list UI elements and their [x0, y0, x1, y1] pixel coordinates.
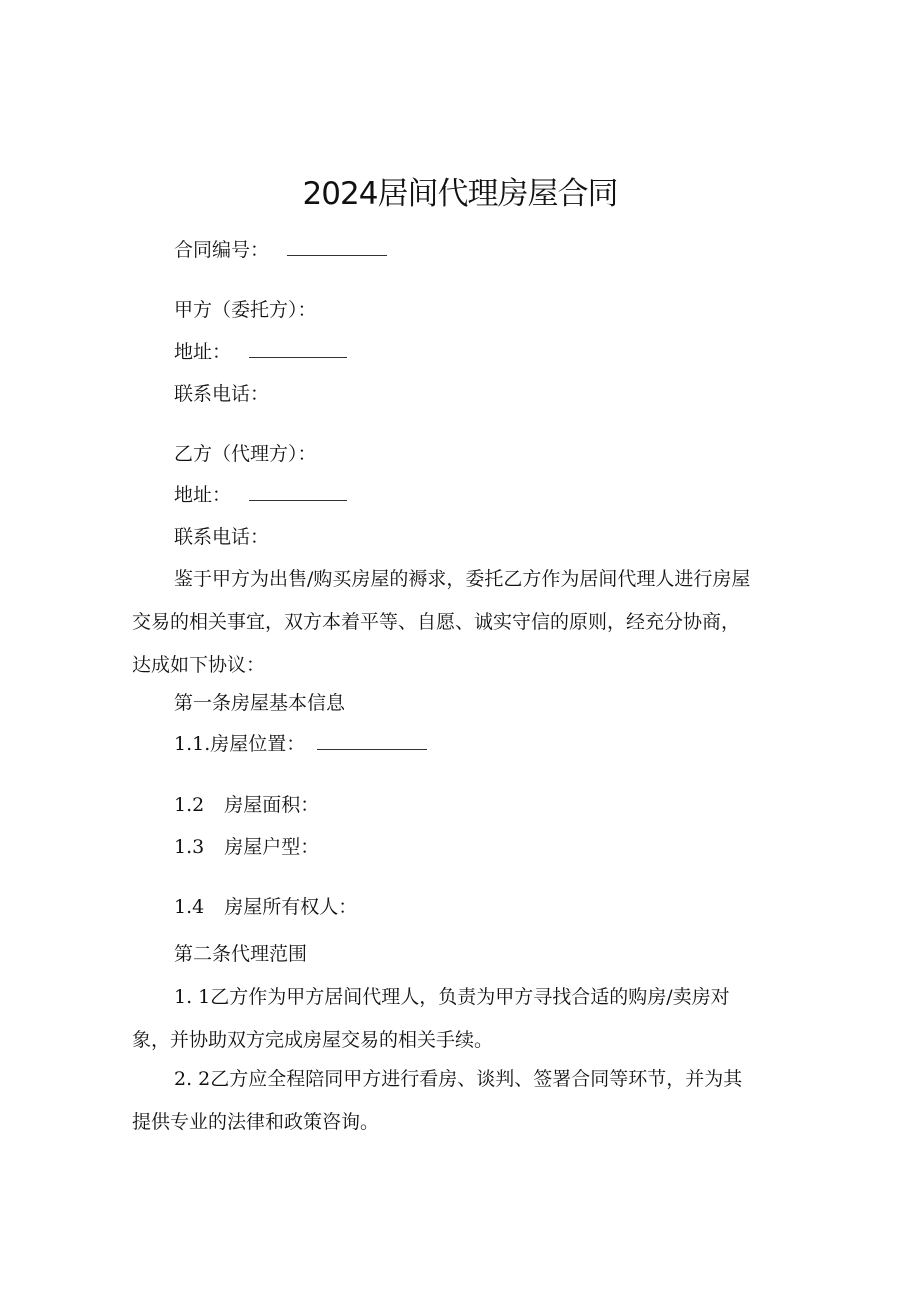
item-number: 1.4 — [174, 896, 205, 918]
preamble-line: 鉴于甲方为出售/购买房屋的褥求，委托乙方作为居间代理人进行房屋 — [174, 568, 751, 590]
clause-line: 象，并协助双方完成房屋交易的相关手续。 — [132, 1029, 494, 1051]
party-b-heading: 乙方（代理方）： — [174, 443, 317, 465]
article-2-clause-1 — [132, 976, 786, 1062]
article-2-heading: 第二条代理范围 — [174, 943, 308, 965]
contract-number-row — [174, 238, 387, 262]
house-location-blank — [317, 734, 427, 750]
party-b-address-label: 地址： — [174, 484, 232, 506]
preamble-line: 达成如下协议： — [132, 654, 266, 676]
article-1-item-3-row — [174, 835, 319, 859]
party-b-phone-label: 联系电话： — [174, 526, 270, 548]
article-1-heading: 第一条房屋基本信息 — [174, 692, 346, 714]
contract-number-label: 合同编号： — [174, 239, 270, 261]
preamble-line: 交易的相关事宜，双方本着平等、自愿、诚实守信的原则，经充分协商， — [132, 611, 741, 633]
preamble-paragraph — [132, 558, 786, 687]
article-2-clause-2 — [132, 1058, 786, 1144]
house-location-label: 1.1.房屋位置： — [174, 733, 306, 755]
house-layout-label: 房屋户型： — [224, 836, 320, 858]
house-owner-label: 房屋所有权人： — [224, 896, 358, 918]
party-a-phone-label: 联系电话： — [174, 383, 270, 405]
clause-line: 提供专业的法律和政策咨询。 — [132, 1111, 380, 1133]
article-1-item-2-row — [174, 793, 319, 817]
party-b-address-row — [174, 483, 347, 507]
house-area-label: 房屋面积： — [224, 794, 320, 816]
party-a-address-row — [174, 340, 347, 364]
clause-line: 2. 2乙方应全程陪同甲方进行看房、谈判、签署合同等环节，并为其 — [174, 1068, 743, 1090]
item-number: 1.2 — [174, 794, 205, 816]
item-number: 1.3 — [174, 836, 205, 858]
party-a-address-label: 地址： — [174, 341, 232, 363]
clause-line: 1. 1乙方作为甲方居间代理人，负责为甲方寻找合适的购房/卖房对 — [174, 986, 730, 1008]
article-1-item-1-row — [174, 732, 427, 756]
party-a-heading: 甲方（委托方）： — [174, 299, 317, 321]
contract-number-blank — [287, 240, 387, 256]
party-b-address-blank — [249, 485, 347, 501]
party-a-address-blank — [249, 342, 347, 358]
article-1-item-4-row — [174, 895, 357, 919]
contract-title: 2024居间代理房屋合同 — [302, 176, 618, 212]
